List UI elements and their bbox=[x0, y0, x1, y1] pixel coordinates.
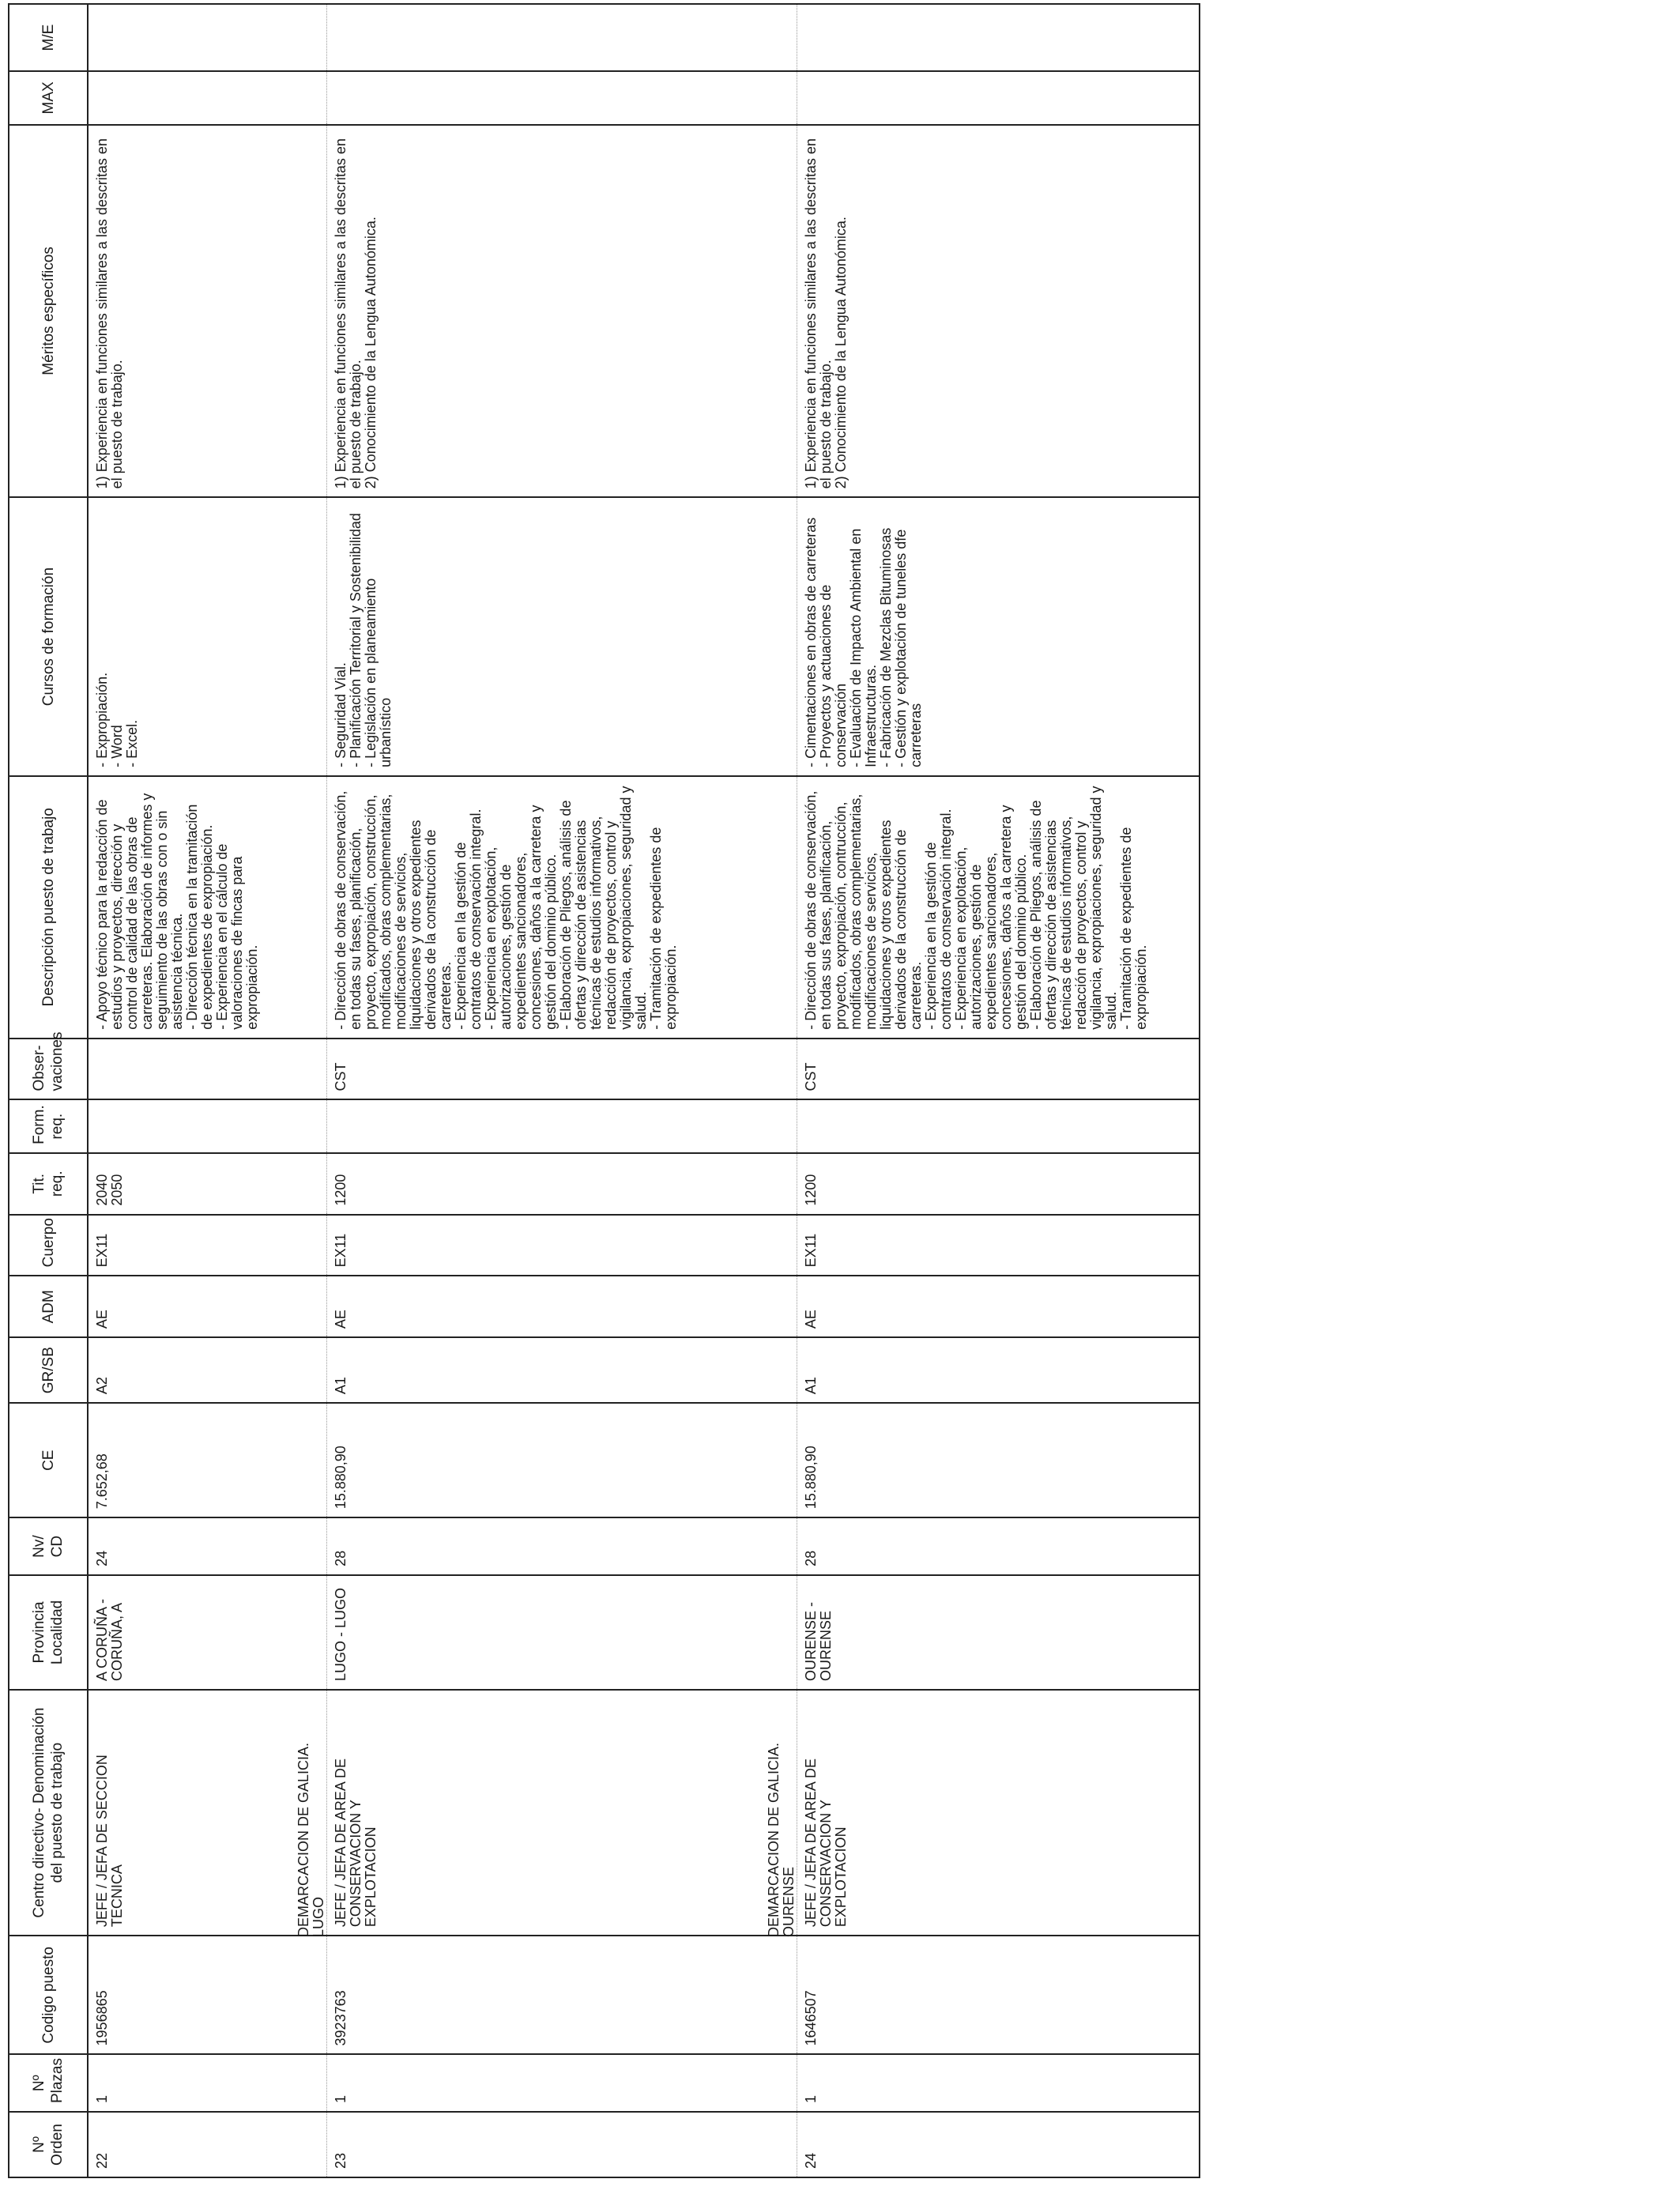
max-cell bbox=[797, 71, 1200, 124]
descripcion-cell bbox=[797, 776, 1200, 1039]
puesto-text: JEFE / JEFA DE AREA DE CONSERVACION Y EXPLOTACION bbox=[332, 1759, 379, 1928]
tit-cell bbox=[326, 1153, 797, 1215]
form-cell bbox=[797, 1099, 1200, 1152]
obs-cell: CST bbox=[326, 1039, 797, 1100]
col-tit-header: Tit. req. bbox=[9, 1153, 88, 1215]
meritos-cell bbox=[326, 125, 797, 498]
me-cell bbox=[326, 4, 797, 71]
centro-directivo-ourense: DEMARCACION DE GALICIA. OURENSE bbox=[766, 1742, 797, 1937]
grsb-cell: A1 bbox=[797, 1337, 1200, 1403]
col-grsb-header: GR/SB bbox=[9, 1337, 88, 1403]
descripcion-item: - Experiencia en el cálculo de valoraciones de fincas para expropiación. bbox=[214, 843, 260, 1030]
provincia-cell: OURENSE - OURENSE bbox=[797, 1575, 1200, 1690]
plazas-cell: 1 bbox=[797, 2054, 1200, 2112]
merito-item: 1) Experiencia en funciones similares a las descritas en el puesto de trabajo. bbox=[332, 138, 363, 489]
curso-item: - Legislación en planeamiento urbanístico bbox=[362, 578, 394, 767]
codigo-cell: 1956865 bbox=[88, 1936, 326, 2054]
tit-cell bbox=[88, 1153, 326, 1215]
curso-item: - Excel. bbox=[124, 719, 140, 767]
curso-item: - Gestión y explotación de tuneles dfe carreteras bbox=[892, 529, 924, 767]
meritos-cell bbox=[797, 125, 1200, 498]
centro-directivo-lugo: DEMARCACION DE GALICIA. LUGO bbox=[296, 1742, 326, 1937]
col-ce-header: CE bbox=[9, 1403, 88, 1517]
job-positions-table bbox=[8, 3, 1200, 2178]
curso-item: - Seguridad Vial. bbox=[332, 662, 348, 767]
ce-cell: 15.880,90 bbox=[797, 1403, 1200, 1517]
orden-cell: 23 bbox=[326, 2112, 797, 2177]
grsb-cell: A2 bbox=[88, 1337, 326, 1403]
cuerpo-cell: EX11 bbox=[326, 1215, 797, 1276]
col-adm-header: ADM bbox=[9, 1276, 88, 1337]
curso-item: - Expropiación. bbox=[94, 672, 110, 767]
col-descripcion-header: Descripción puesto de trabajo bbox=[9, 776, 88, 1039]
centro-cell bbox=[797, 1690, 1200, 1936]
codigo-cell: 1646507 bbox=[797, 1936, 1200, 2054]
provincia-cell: A CORUÑA - CORUÑA, A bbox=[88, 1575, 326, 1690]
curso-item: - Planificación Territorial y Sostenibilidad bbox=[347, 513, 363, 767]
me-cell bbox=[797, 4, 1200, 71]
descripcion-item: - Dirección de obras de conservación, en todas su fases, planificación, proyecto, expropiación, construcción, modificados, obras complementarias, modificaciones de servicios, liquidaciones y otros expedientes derivados de la construcción de carreteras. bbox=[332, 790, 454, 1030]
form-cell bbox=[88, 1099, 326, 1152]
orden-cell: 24 bbox=[797, 2112, 1200, 2177]
cuerpo-cell: EX11 bbox=[797, 1215, 1200, 1276]
centro-cell bbox=[326, 1690, 797, 1936]
descripcion-item: - Tramitación de expedientes de expropiación. bbox=[1117, 827, 1149, 1030]
col-form-header: Form. req. bbox=[9, 1099, 88, 1152]
codigo-cell: 3923763 bbox=[326, 1936, 797, 2054]
tit-value: 1200 bbox=[802, 1174, 819, 1206]
cursos-cell bbox=[797, 497, 1200, 776]
max-cell bbox=[88, 71, 326, 124]
merito-item: 2) Conocimiento de la Lengua Autonómica. bbox=[832, 217, 849, 489]
curso-item: - Evaluación de Impacto Ambiental en Infraestructuras. bbox=[847, 528, 879, 767]
tit-value: 2040 bbox=[94, 1174, 110, 1206]
descripcion-item: - Tramitación de expedientes de expropiación. bbox=[647, 827, 679, 1030]
descripcion-item: - Elaboración de Pliegos, análisis de ofertas y dirección de asistencias técnicas de estudios informativos, redacción de proyectos, control y vigilancia, expropiaciones, seguridad y salud. bbox=[1027, 786, 1119, 1030]
me-cell bbox=[88, 4, 326, 71]
descripcion-item: - Apoyo técnico para la redacción de estudios y proyectos, dirección y control de calidad de las obras de carreteras. Elaboración de informes y seguimiento de las obras con o sin asistencia técnica. bbox=[94, 793, 185, 1030]
nivel-cell: 28 bbox=[797, 1517, 1200, 1575]
plazas-cell: 1 bbox=[326, 2054, 797, 2112]
centro-cell bbox=[88, 1690, 326, 1936]
col-cursos-header: Cursos de formación bbox=[9, 497, 88, 776]
col-centro-header: Centro directivo- Denominación del puesto de trabajo bbox=[9, 1690, 88, 1936]
header-row bbox=[9, 4, 88, 2177]
descripcion-item: - Experiencia en explotación, autorizaciones, gestión de expedientes sancionadores, concesiones, daños a la carretera y gestión del dominio público. bbox=[952, 805, 1029, 1030]
col-orden-header: Nº Orden bbox=[9, 2112, 88, 2177]
curso-item: - Cimentaciones en obras de carreteras bbox=[802, 517, 819, 767]
obs-cell bbox=[88, 1039, 326, 1100]
max-cell bbox=[326, 71, 797, 124]
col-cuerpo-header: Cuerpo bbox=[9, 1215, 88, 1276]
col-meritos-header: Méritos específicos bbox=[9, 125, 88, 498]
tit-value: 2050 bbox=[109, 1174, 125, 1206]
adm-cell: AE bbox=[797, 1276, 1200, 1337]
col-obs-header: Obser- vaciones bbox=[9, 1039, 88, 1100]
merito-item: 1) Experiencia en funciones similares a las descritas en el puesto de trabajo. bbox=[94, 138, 125, 489]
adm-cell: AE bbox=[326, 1276, 797, 1337]
table-row bbox=[88, 4, 326, 2177]
plazas-cell: 1 bbox=[88, 2054, 326, 2112]
descripcion-item: - Elaboración de Pliegos, análisis de ofertas y dirección de asistencias técnicas de estudios informativos, redacción de proyectos, control y vigilancia, expropiaciones, seguridad y salud. bbox=[557, 786, 649, 1030]
meritos-cell bbox=[88, 125, 326, 498]
puesto-text: JEFE / JEFA DE AREA DE CONSERVACION Y EXPLOTACION bbox=[802, 1759, 849, 1928]
descripcion-item: - Experiencia en la gestión de contratos de conservación integral. bbox=[922, 809, 954, 1030]
grsb-cell: A1 bbox=[326, 1337, 797, 1403]
orden-cell: 22 bbox=[88, 2112, 326, 2177]
table-row bbox=[326, 4, 797, 2177]
descripcion-item: - Dirección de obras de conservación, en todas sus fases, planificación, proyecto, expropiación, contrucción, modificados, obras complementarias, modificaciones de servicios, liquidaciones y otros expedientes derivados de la construcción de carreteras. bbox=[802, 790, 924, 1030]
col-plazas-header: Nº Plazas bbox=[9, 2054, 88, 2112]
ce-cell: 15.880,90 bbox=[326, 1403, 797, 1517]
descripcion-cell bbox=[326, 776, 797, 1039]
nivel-cell: 24 bbox=[88, 1517, 326, 1575]
form-cell bbox=[326, 1099, 797, 1152]
cursos-cell bbox=[88, 497, 326, 776]
nivel-cell: 28 bbox=[326, 1517, 797, 1575]
curso-item: - Fabricación de Mezclas Bituminosas bbox=[877, 527, 894, 767]
curso-item: - Word bbox=[109, 725, 125, 767]
descripcion-item: - Experiencia en la gestión de contratos de conservación integral. bbox=[452, 809, 484, 1030]
provincia-cell: LUGO - LUGO bbox=[326, 1575, 797, 1690]
merito-item: 1) Experiencia en funciones similares a las descritas en el puesto de trabajo. bbox=[802, 138, 834, 489]
col-codigo-header: Codigo puesto bbox=[9, 1936, 88, 2054]
obs-cell: CST bbox=[797, 1039, 1200, 1100]
puesto-text: JEFE / JEFA DE SECCION TECNICA bbox=[94, 1755, 125, 1928]
descripcion-cell bbox=[88, 776, 326, 1039]
cursos-cell bbox=[326, 497, 797, 776]
cuerpo-cell: EX11 bbox=[88, 1215, 326, 1276]
ce-cell: 7.652,68 bbox=[88, 1403, 326, 1517]
adm-cell: AE bbox=[88, 1276, 326, 1337]
tit-value: 1200 bbox=[332, 1174, 348, 1206]
tit-cell bbox=[797, 1153, 1200, 1215]
table-row bbox=[797, 4, 1200, 2177]
merito-item: 2) Conocimiento de la Lengua Autonómica. bbox=[362, 217, 379, 489]
descripcion-item: - Experiencia en explotación, autorizaciones, gestión de expedientes sancionadores, concesiones, daños a la carretera y gestión del dominio público. bbox=[482, 805, 559, 1030]
col-me-header: M/E bbox=[9, 4, 88, 71]
descripcion-item: - Dirección técnica en la tramitación de expedientes de expropiación. bbox=[184, 804, 215, 1030]
col-provincia-header: Provincia Localidad bbox=[9, 1575, 88, 1690]
col-nivel-header: Nv/ CD bbox=[9, 1517, 88, 1575]
col-max-header: MAX bbox=[9, 71, 88, 124]
curso-item: - Proyectos y actuaciones de conservación bbox=[817, 584, 849, 767]
